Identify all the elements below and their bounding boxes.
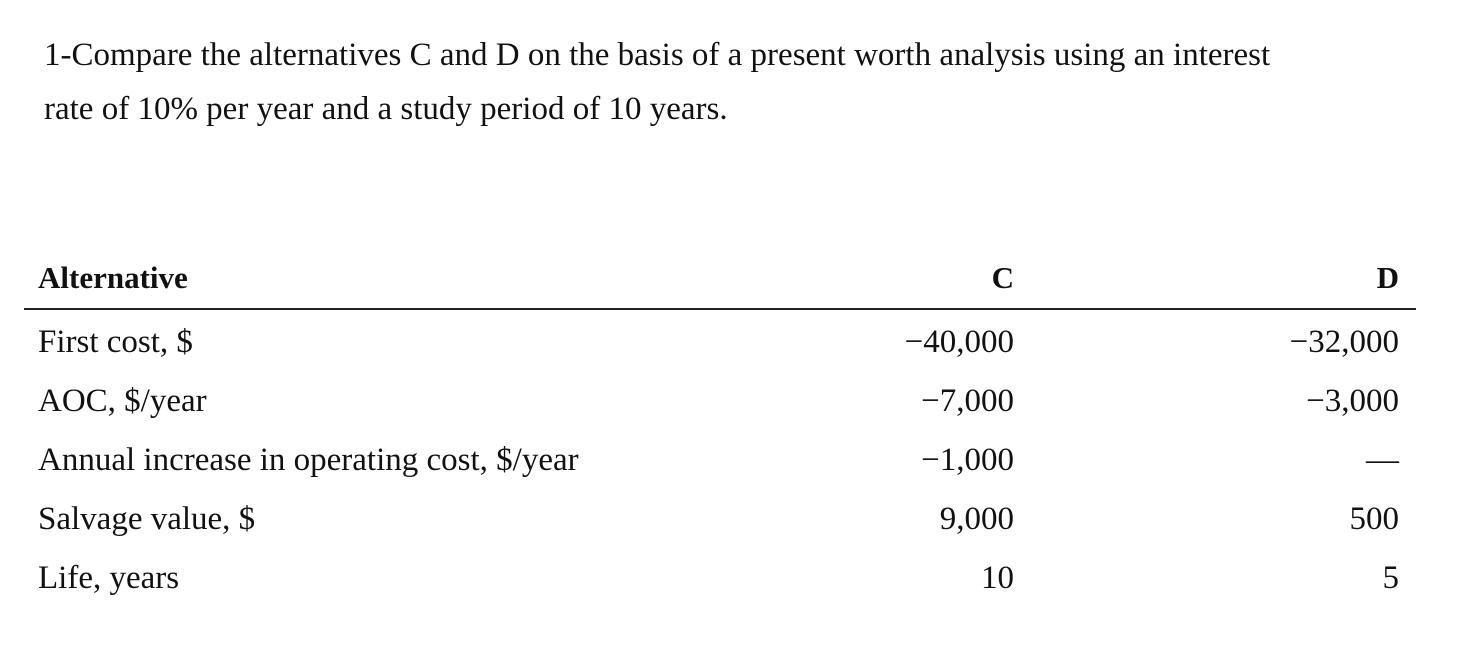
header-alternative: Alternative <box>38 260 188 295</box>
problem-statement <box>44 28 1404 136</box>
value-c: 10 <box>981 560 1014 596</box>
table-row-aoc <box>24 369 1416 428</box>
row-label: Salvage value, $ <box>38 501 256 537</box>
value-c: −7,000 <box>921 383 1014 419</box>
value-c: 9,000 <box>939 501 1014 537</box>
row-label: Annual increase in operating cost, $/year <box>38 442 579 478</box>
table-row-first-cost <box>24 310 1416 369</box>
value-d: −32,000 <box>1289 324 1399 360</box>
header-d: D <box>1376 260 1399 295</box>
table-row-annual-increase <box>24 428 1416 487</box>
table-row-salvage-value <box>24 487 1416 546</box>
row-label: Life, years <box>38 560 180 596</box>
problem-line-2: rate of 10% per year and a study period of 10 years. <box>44 91 728 127</box>
value-c: −1,000 <box>921 442 1014 478</box>
row-label: AOC, $/year <box>38 383 207 419</box>
problem-line-1: 1-Compare the alternatives C and D on the basis of a present worth analysis using an interest <box>44 37 1271 73</box>
table-row-life <box>24 546 1416 605</box>
alternatives-table <box>24 252 1416 605</box>
row-label: First cost, $ <box>38 324 193 360</box>
value-d: −3,000 <box>1306 383 1399 419</box>
value-d: — <box>1366 442 1399 478</box>
header-c: C <box>991 260 1014 295</box>
value-c: −40,000 <box>904 324 1014 360</box>
value-d: 5 <box>1382 560 1399 596</box>
table-header-row <box>24 252 1416 310</box>
value-d: 500 <box>1349 501 1399 537</box>
